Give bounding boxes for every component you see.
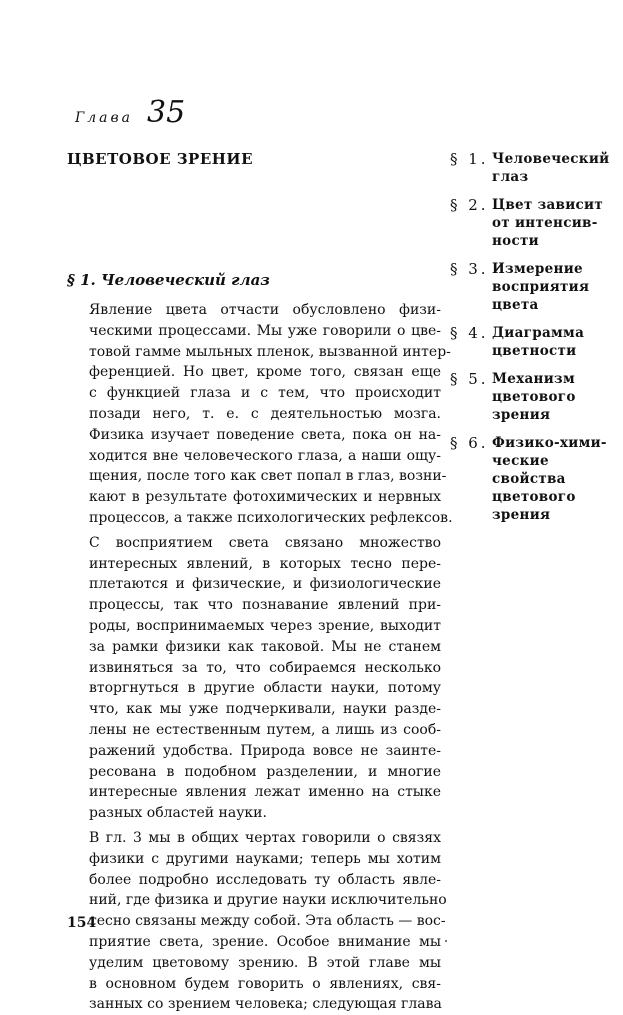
- paragraph: [67, 300, 453, 529]
- text-line: в основном будем говорить о явлениях, свя-: [89, 975, 441, 992]
- toc-section-title: [492, 370, 576, 424]
- table-of-contents: [450, 150, 620, 534]
- toc-section-number: § 4.: [450, 324, 489, 342]
- chapter-title: ЦВЕТОВОЕ ЗРЕНИЕ: [67, 150, 254, 168]
- toc-section-title: [492, 434, 607, 524]
- chapter-word: Глава: [75, 110, 134, 126]
- toc-title-line: Человеческий: [492, 151, 610, 167]
- toc-item: [450, 370, 620, 424]
- text-line: щения, после того как свет попал в глаз, возни-: [89, 468, 447, 485]
- text-line: плетаются и физические, и физиологические: [89, 576, 441, 593]
- toc-section-title: [492, 196, 603, 250]
- toc-title-line: Диаграмма: [492, 325, 585, 341]
- toc-title-line: ности: [492, 233, 539, 249]
- text-line: ходится вне человеческого глаза, а наши ощу-: [89, 447, 441, 464]
- toc-section-number: § 3.: [450, 260, 489, 278]
- page-number: 154: [67, 915, 97, 931]
- text-line: кают в результате фотохимических и нервных: [89, 489, 441, 506]
- text-line: извиняться за то, что собираемся несколько: [89, 659, 441, 676]
- text-line: физики с другими науками; теперь мы хотим: [89, 850, 441, 867]
- toc-section-number: § 6.: [450, 434, 489, 452]
- text-line: ференцией. Но цвет, кроме того, связан еще: [89, 364, 441, 381]
- toc-item: [450, 324, 620, 360]
- toc-item: [450, 196, 620, 250]
- toc-title-line: цветового: [492, 389, 576, 405]
- scan-speck: [445, 940, 447, 942]
- text-line: интересных явлений, в которых тесно пере-: [89, 555, 441, 572]
- text-line: ресована в подобном разделении, и многие: [89, 763, 441, 780]
- chapter-number: 35: [147, 95, 186, 130]
- text-line: С восприятием света связано множество: [89, 534, 441, 551]
- text-line: роды, воспринимаемых через зрение, выходит: [89, 617, 441, 634]
- text-line: занных со зрением человека; следующая глава: [89, 996, 442, 1013]
- text-line: за рамки физики как таковой. Мы не станем: [89, 638, 441, 655]
- text-line: уделим цветовому зрению. В этой главе мы: [89, 954, 441, 971]
- toc-section-title: [492, 324, 584, 360]
- text-line: вторгнуться в другие области науки, потому: [89, 680, 441, 697]
- toc-section-title: [492, 150, 609, 186]
- toc-title-line: цвета: [492, 297, 539, 313]
- text-line: процессы, так что познавание явлений при-: [89, 597, 441, 614]
- toc-item: [450, 260, 620, 314]
- toc-item: [450, 434, 620, 524]
- chapter-label: [75, 95, 185, 130]
- text-line: ражений удобства. Природа вовсе не заинте-: [89, 742, 441, 759]
- paragraph: [67, 533, 441, 824]
- toc-title-line: свойства: [492, 471, 566, 487]
- text-line: позади него, т. е. с деятельностью мозга.: [89, 405, 441, 422]
- toc-title-line: цветности: [492, 343, 577, 359]
- text-line: процессов, а также психологических рефлексов.: [89, 509, 453, 526]
- text-line: разных областей науки.: [89, 805, 267, 822]
- text-line: интересные явления лежат именно на стыке: [89, 784, 441, 801]
- body-text: [67, 300, 453, 1015]
- toc-title-line: зрения: [492, 407, 551, 423]
- paragraph: [67, 828, 447, 1015]
- toc-item: [450, 150, 620, 186]
- text-line: товой гамме мыльных пленок, вызванной интер-: [89, 343, 451, 360]
- toc-title-line: глаз: [492, 169, 529, 185]
- toc-title-line: ческие: [492, 453, 549, 469]
- toc-title-line: Измерение: [492, 261, 583, 277]
- text-line: ний, где физика и другие науки исключительно: [89, 892, 447, 909]
- text-line: лены не естественным путем, а лишь из сооб-: [89, 721, 441, 738]
- toc-title-line: Механизм: [492, 371, 575, 387]
- toc-title-line: зрения: [492, 507, 551, 523]
- toc-title-line: восприятия: [492, 279, 590, 295]
- section-heading: § 1. Человеческий глаз: [67, 271, 270, 289]
- toc-section-number: § 1.: [450, 150, 489, 168]
- toc-title-line: Цвет зависит: [492, 197, 604, 213]
- text-line: более подробно исследовать ту область явле-: [89, 871, 441, 888]
- text-line: с функцией глаза и с тем, что происходит: [89, 385, 441, 402]
- text-line: приятие света, зрение. Особое внимание мы: [89, 933, 441, 950]
- toc-section-number: § 5.: [450, 370, 489, 388]
- toc-section-number: § 2.: [450, 196, 489, 214]
- toc-title-line: Физико-хими-: [492, 435, 607, 451]
- text-line: что, как мы уже подчеркивали, науки разде-: [89, 701, 441, 718]
- text-line: тесно связаны между собой. Эта область — вос-: [89, 913, 446, 930]
- toc-title-line: цветового: [492, 489, 576, 505]
- text-line: Физика изучает поведение света, пока он на-: [89, 426, 441, 443]
- text-line: ческими процессами. Мы уже говорили о цве-: [89, 322, 441, 339]
- toc-title-line: от интенсив-: [492, 215, 598, 231]
- text-line: Явление цвета отчасти обусловлено физи-: [89, 302, 441, 318]
- text-line: В гл. 3 мы в общих чертах говорили о связях: [89, 829, 441, 846]
- toc-section-title: [492, 260, 589, 314]
